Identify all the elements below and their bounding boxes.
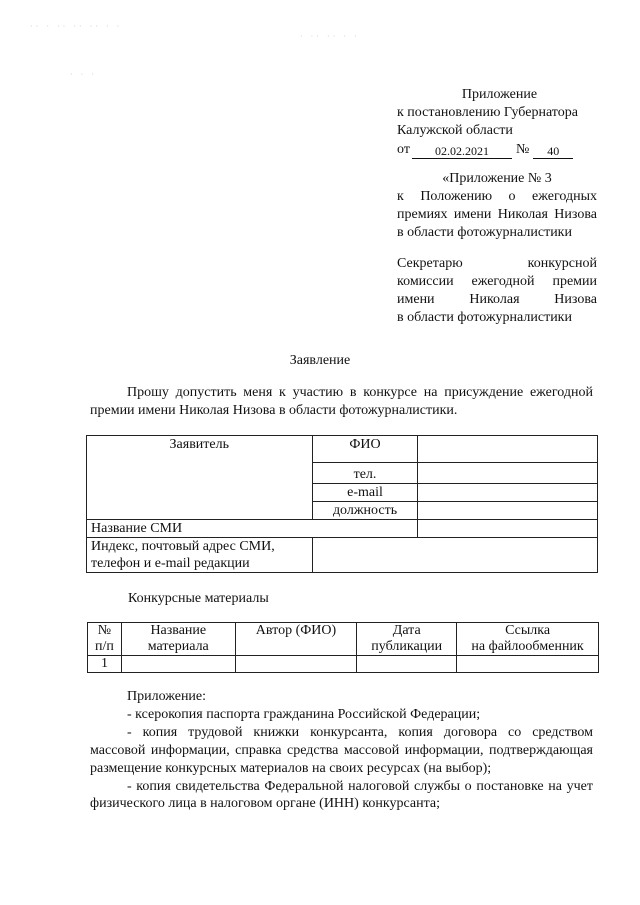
number-value: 40 bbox=[533, 145, 573, 159]
reference-line3: премиях имени Николая Низова bbox=[397, 206, 597, 222]
media-address-label bbox=[87, 538, 313, 573]
col-link-line1: Ссылка bbox=[505, 623, 551, 638]
row-number-cell: 1 bbox=[88, 656, 122, 673]
header-line3: Калужской области bbox=[397, 122, 513, 138]
request-line2: премии имени Николая Низова в области фотожурналистики. bbox=[90, 402, 458, 418]
addressee-block bbox=[397, 255, 597, 327]
col-number-line2: п/п bbox=[95, 639, 114, 654]
scan-artifact: · ·· ·· · · bbox=[300, 32, 360, 41]
media-address-value-cell[interactable] bbox=[312, 538, 597, 573]
media-address-line2: телефон и e-mail редакции bbox=[91, 556, 250, 571]
table-row bbox=[87, 436, 598, 463]
applicant-table bbox=[86, 435, 598, 573]
addressee-line3: имени Николая Низова bbox=[397, 291, 597, 307]
attachment-item-employment-line1: - копия трудовой книжки конкурсанта, копия договора со средством bbox=[127, 724, 593, 740]
reference-line1: «Приложение № 3 bbox=[442, 171, 552, 186]
fio-label: ФИО bbox=[312, 436, 418, 463]
addressee-line4: в области фотожурналистики bbox=[397, 309, 572, 325]
request-paragraph bbox=[90, 384, 593, 420]
attachment-item-tax-line1: - копия свидетельства Федеральной налоговой службы о постановке на учет bbox=[127, 778, 593, 794]
email-value-cell[interactable] bbox=[418, 484, 598, 502]
email-label: e-mail bbox=[312, 484, 418, 502]
attachment-item-employment-line2: массовой информации, справка средства массовой информации, подтверждающая bbox=[90, 742, 593, 758]
materials-title: Конкурсные материалы bbox=[128, 591, 269, 606]
material-title-cell[interactable] bbox=[121, 656, 235, 673]
media-name-label: Название СМИ bbox=[87, 520, 418, 538]
appendix-reference bbox=[397, 170, 597, 242]
header-line2: к постановлению Губернатора bbox=[397, 104, 578, 120]
col-number-header bbox=[88, 623, 122, 656]
col-date-header bbox=[357, 623, 457, 656]
addressee-line1: Секретарю конкурсной bbox=[397, 256, 597, 271]
date-value: 02.02.2021 bbox=[412, 145, 512, 159]
media-address-line1: Индекс, почтовый адрес СМИ, bbox=[91, 539, 275, 554]
decree-header bbox=[397, 86, 602, 159]
col-date-line1: Дата bbox=[392, 623, 421, 638]
position-value-cell[interactable] bbox=[418, 502, 598, 520]
scan-artifact: · · · bbox=[70, 70, 97, 79]
col-link-header bbox=[457, 623, 599, 656]
col-date-line2: публикации bbox=[371, 639, 443, 654]
col-title-line1: Название bbox=[150, 623, 207, 638]
attachments-title: Приложение: bbox=[127, 689, 207, 704]
number-prefix: № bbox=[515, 141, 530, 157]
attachment-item-tax-line2: физического лица в налоговом органе (ИНН) конкурсанта; bbox=[90, 796, 440, 812]
col-author-header: Автор (ФИО) bbox=[235, 623, 357, 656]
reference-line4: в области фотожурналистики bbox=[397, 224, 572, 240]
position-label: должность bbox=[312, 502, 418, 520]
col-title-line2: материала bbox=[147, 639, 209, 654]
addressee-line2: комиссии ежегодной премии bbox=[397, 273, 597, 289]
materials-table bbox=[87, 622, 599, 673]
date-number-line bbox=[397, 141, 602, 159]
scan-artifact: ·· · ·· ·· ·· · · bbox=[30, 22, 123, 31]
table-row bbox=[88, 656, 599, 673]
fio-value-cell[interactable] bbox=[418, 436, 598, 463]
date-prefix: от bbox=[397, 141, 410, 157]
col-title-header bbox=[121, 623, 235, 656]
material-author-cell[interactable] bbox=[235, 656, 357, 673]
material-link-cell[interactable] bbox=[457, 656, 599, 673]
table-row bbox=[87, 520, 598, 538]
header-line1: Приложение bbox=[461, 87, 538, 102]
attachments-section bbox=[90, 688, 593, 813]
phone-label: тел. bbox=[312, 463, 418, 484]
media-name-value-cell[interactable] bbox=[418, 520, 598, 538]
applicant-label: Заявитель bbox=[87, 436, 313, 520]
col-number-line1: № bbox=[97, 623, 112, 638]
col-link-line2: на файлообменник bbox=[471, 639, 584, 654]
phone-value-cell[interactable] bbox=[418, 463, 598, 484]
table-row bbox=[87, 538, 598, 573]
reference-line2: к Положению о ежегодных bbox=[397, 188, 597, 204]
material-date-cell[interactable] bbox=[357, 656, 457, 673]
table-header-row bbox=[88, 623, 599, 656]
attachment-item-passport: - ксерокопия паспорта гражданина Российской Федерации; bbox=[127, 706, 481, 722]
request-line1: Прошу допустить меня к участию в конкурсе на присуждение ежегодной bbox=[127, 385, 593, 400]
document-title: Заявление bbox=[289, 353, 351, 368]
attachment-item-employment-line3: размещение конкурсных материалов на своих ресурсах (на выбор); bbox=[90, 760, 492, 776]
